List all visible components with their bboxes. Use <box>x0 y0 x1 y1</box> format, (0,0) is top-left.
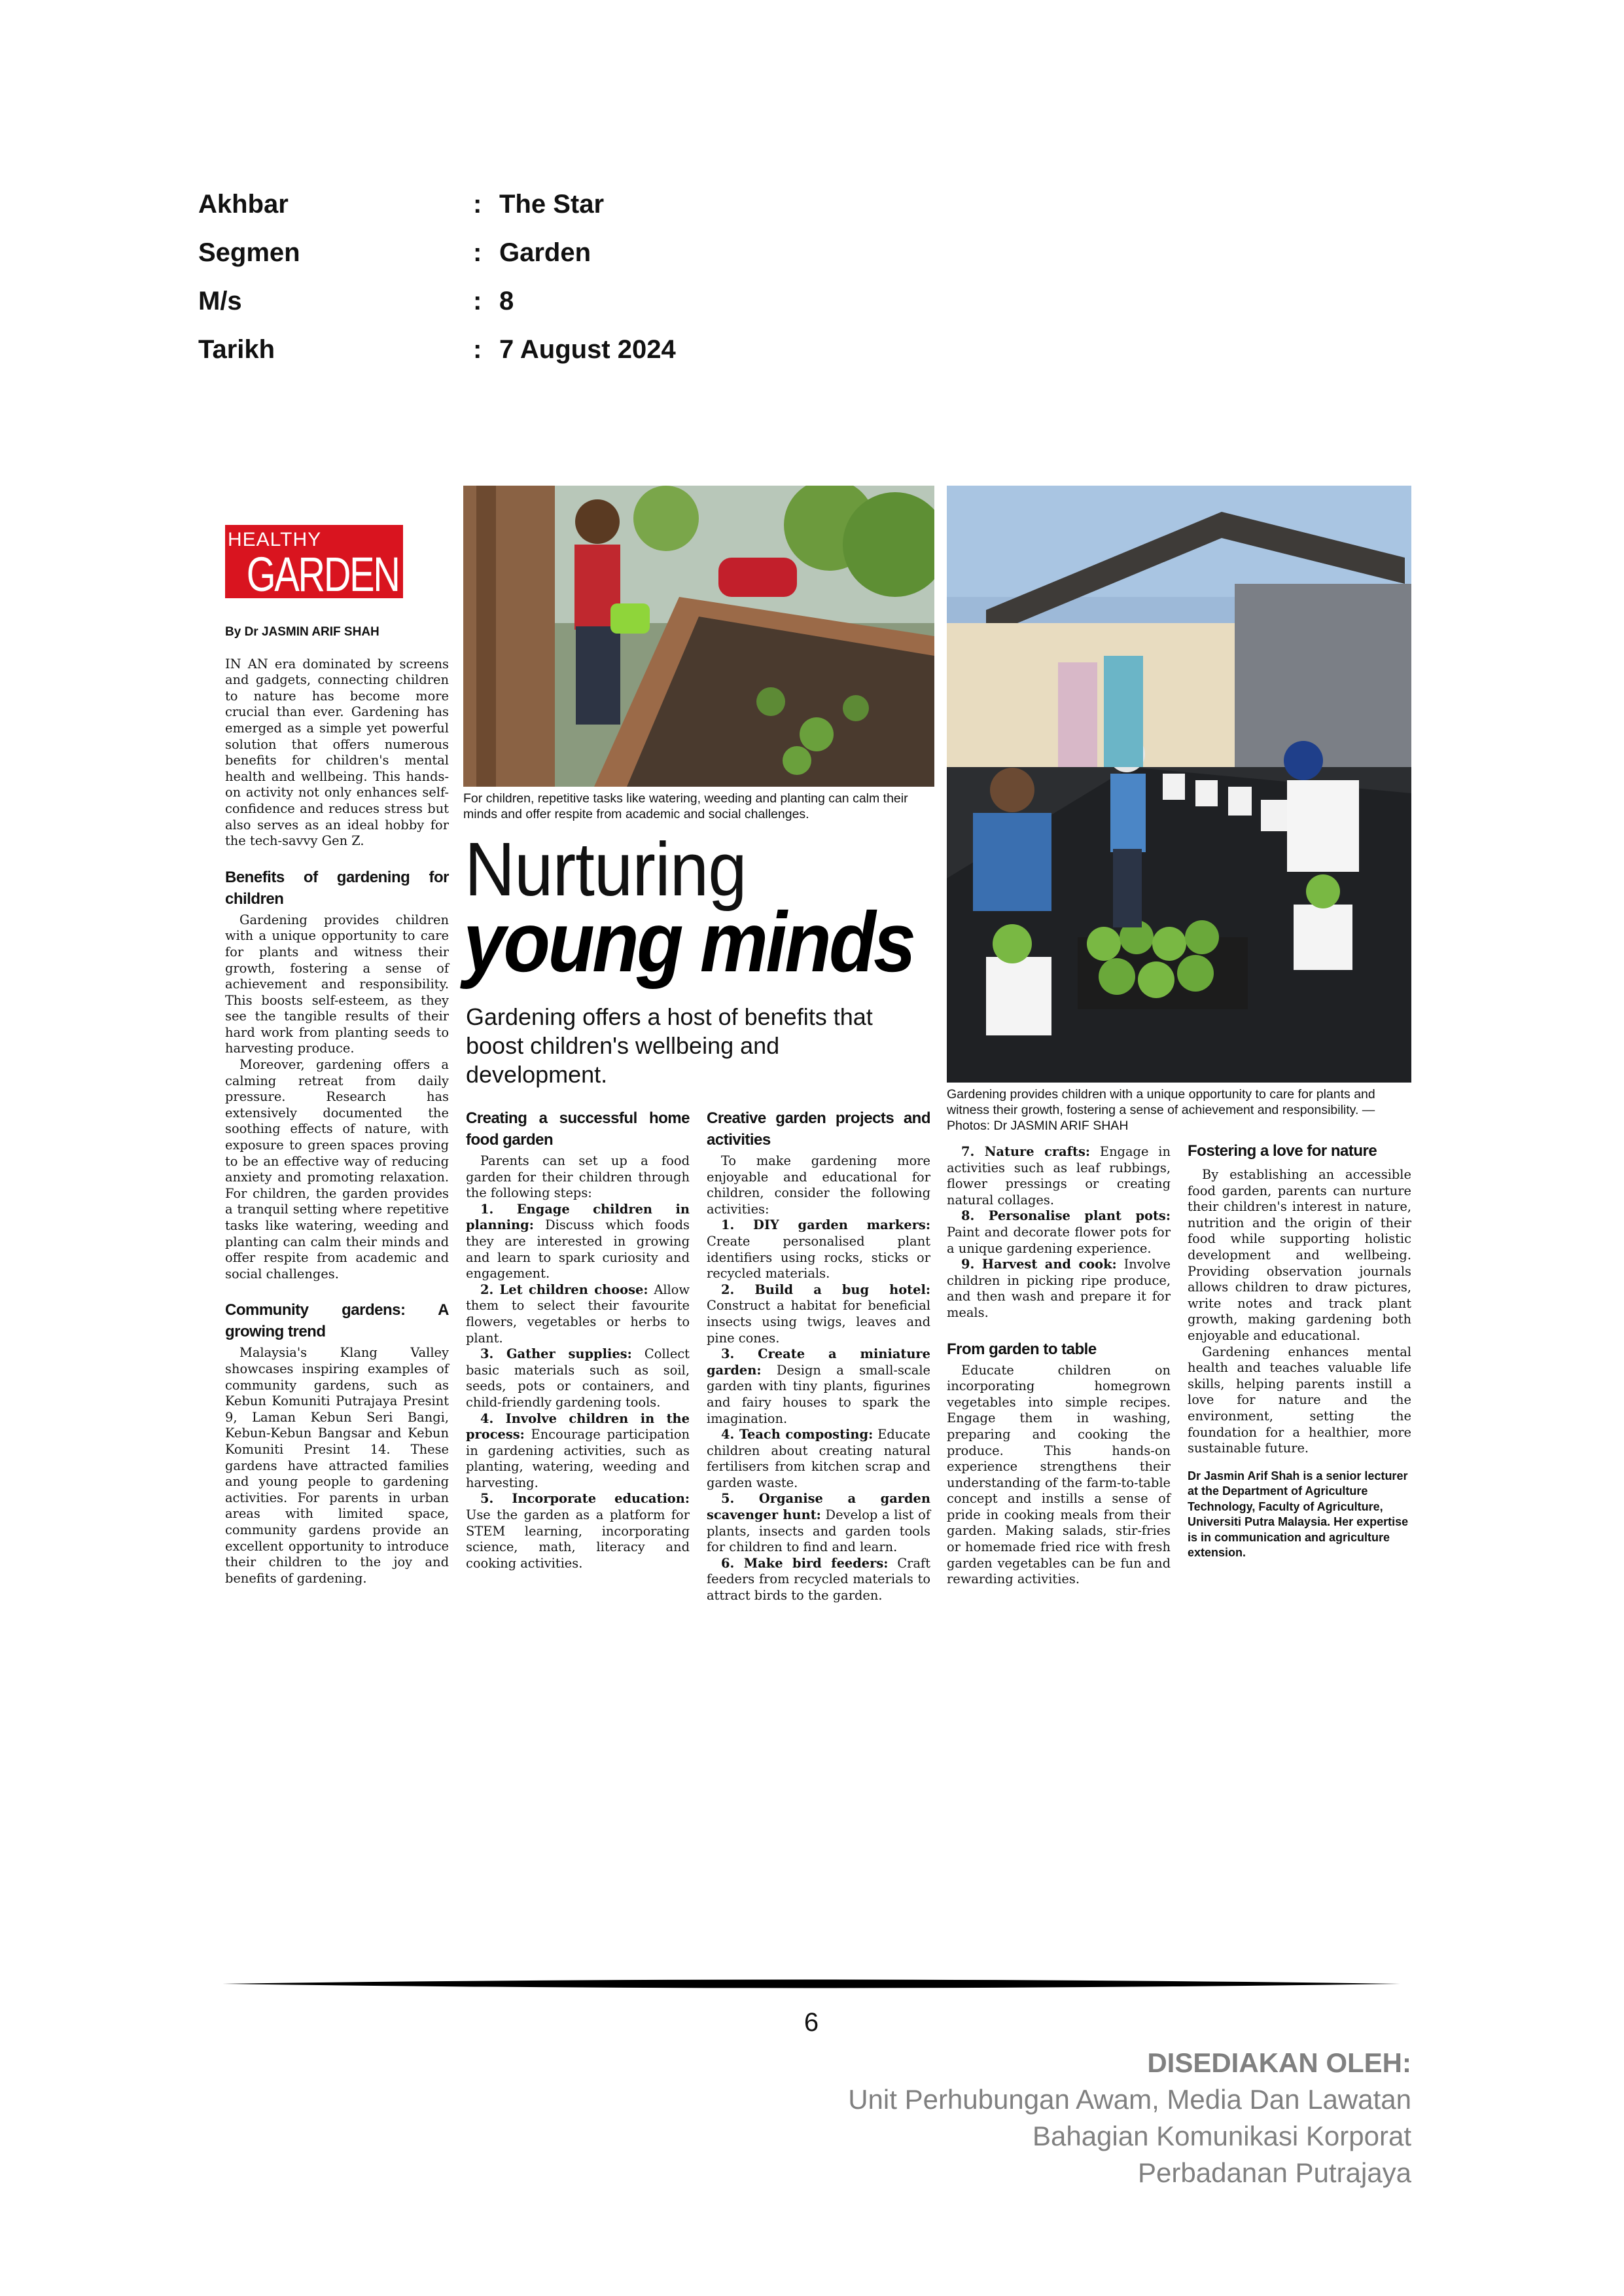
creative-item: 5. Organise a garden scavenger hunt: Develop a list of plants, insects and garden tools for children to find and learn. <box>707 1491 931 1555</box>
garden-to-table-heading: From garden to table <box>947 1340 1097 1358</box>
author-bio: Dr Jasmin Arif Shah is a senior lecturer at the Department of Agriculture Technology, Faculty of Agriculture, Universiti Putra Malaysia. Her expertise is in communication and agriculture extension. <box>1188 1469 1409 1560</box>
creative-item: 9. Harvest and cook: Involve children in picking ripe produce, and then wash and prepare it for meals. <box>947 1257 1171 1320</box>
meta-row-ms: M/s : 8 <box>198 287 676 335</box>
page-number: 6 <box>803 2008 819 2037</box>
love-nature-heading: Fostering a love for nature <box>1188 1142 1377 1160</box>
meta-value: 8 <box>499 287 514 315</box>
headline-line-2: young minds <box>463 894 914 990</box>
meta-value: The Star <box>499 190 605 219</box>
photo2-caption: Gardening provides children with a unique opportunity to care for plants and witness their growth, fostering a sense of achievement and responsibility. — Photos: Dr JASMIN ARIF SHAH <box>947 1087 1375 1133</box>
creative-item: 3. Create a miniature garden: Design a small-scale garden with tiny plants, figurines and fairy houses to spark the imagination. <box>707 1346 930 1426</box>
meta-label: Segmen <box>198 238 300 267</box>
meta-row-segmen: Segmen : Garden <box>198 238 676 287</box>
benefits-paragraph-2: Moreover, gardening offers a calming retreat from daily pressure. Research has extensively documented the soothing effects of nature, with exposure to green spaces proving to be an effective way of reducing anxiety and promoting relaxation. For children, the garden provides a tranquil setting where repetitive tasks like watering, weeding and planting can calm their minds and offer respite from academic and social challenges. <box>225 1057 449 1282</box>
meta-label: Tarikh <box>198 335 275 364</box>
footer-divider <box>222 1977 1400 1991</box>
column-3 <box>707 1107 930 1604</box>
garden-to-table-paragraph: Educate children on incorporating homegrown vegetables into simple recipes. Engage them in washing, preparing and cooking the produce. This hands-on experience strengthens their understanding of the farm-to-table concept and instills a sense of pride in cooking meals from their garden. Making salads, stir-fries or homemade fried rice with fresh garden vegetables can be fun and rewarding activities. <box>947 1362 1171 1587</box>
love-nature-paragraph-2: Gardening enhances mental health and teaches valuable life skills, helping parents instill a love for nature and the environment, setting the foundation for a healthier, more sustainable future. <box>1188 1344 1411 1456</box>
community-heading: Community gardens: A growing trend <box>225 1301 449 1341</box>
food-step: 3. Gather supplies: Collect basic materials such as soil, seeds, pots or containers, and child-friendly gardening tools. <box>466 1346 690 1410</box>
section-badge <box>225 525 403 601</box>
prepared-line: Bahagian Komunikasi Korporat <box>1032 2121 1411 2151</box>
prepared-line: Perbadanan Putrajaya <box>1138 2157 1411 2188</box>
creative-item: 1. DIY garden markers: Create personalised plant identifiers using rocks, sticks or recycled materials. <box>707 1217 930 1282</box>
intro-paragraph: IN AN era dominated by screens and gadgets, connecting children to nature has become more crucial than ever. Gardening has emerged as a simple yet powerful solution that offers numerous benefits for children's mental health and wellbeing. This hands-on activity not only enhances self-confidence and reduces stress but also serves as an ideal hobby for the tech-savvy Gen Z. <box>225 656 449 849</box>
meta-row-akhbar: Akhbar : The Star <box>198 190 676 238</box>
byline: By Dr JASMIN ARIF SHAH <box>225 625 380 639</box>
prepared-by <box>848 2045 1411 2191</box>
food-garden-heading: Creating a successful home food garden <box>466 1109 690 1149</box>
love-nature-paragraph-1: By establishing an accessible food garden, parents can nurture their children's interest in nature, nutrition and the origin of their food while supporting holistic development and wellbeing. Providing observation journals allows children to draw pictures, write notes and track plant growth, making gardening both enjoyable and educational. <box>1188 1167 1411 1343</box>
photo-child-watering <box>463 486 934 787</box>
meta-label: M/s <box>198 287 242 315</box>
creative-item: 2. Build a bug hotel: Construct a habitat for beneficial insects using twigs, leaves and pine cones. <box>707 1282 930 1346</box>
column-1 <box>225 624 449 1587</box>
meta-value: Garden <box>499 238 591 267</box>
food-step: 4. Involve children in the process: Encourage participation in gardening activities, such as planting, watering, weeding and harvesting. <box>466 1410 690 1490</box>
food-step: 1. Engage children in planning: Discuss which foods they are interested in growing and learn to spark curiosity and engagement. <box>466 1201 690 1282</box>
newspaper-clipping <box>222 486 1410 1611</box>
column-5 <box>1188 1140 1411 1561</box>
creative-item: 7. Nature crafts: Engage in activities such as leaf rubbings, flower pressings or creating natural collages. <box>947 1144 1171 1208</box>
food-step: 5. Incorporate education: Use the garden as a platform for STEM learning, incorporating science, math, literacy and cooking activities. <box>466 1491 690 1571</box>
benefits-heading: Benefits of gardening for children <box>225 868 449 908</box>
meta-label: Akhbar <box>198 190 289 219</box>
column-2 <box>466 1107 690 1571</box>
community-paragraph: Malaysia's Klang Valley showcases inspiring examples of community gardens, such as Kebun Komuniti Putrajaya Presint 9, Laman Kebun Seri Bangi, Kebun-Kebun Bangsar and Kebun Komuniti Presint 14. These gardens have attracted families and young people to gardening activities. For parents in urban areas with limited space, community gardens provide an excellent opportunity to introduce their children to the joy and benefits of gardening. <box>225 1345 449 1586</box>
meta-value: 7 August 2024 <box>499 335 676 364</box>
food-step: 2. Let children choose: Allow them to select their favourite flowers, vegetables or herbs to plant. <box>466 1282 690 1346</box>
creative-item: 4. Teach composting: Educate children about creating natural fertilisers from kitchen scrap and garden waste. <box>707 1427 930 1490</box>
creative-item: 6. Make bird feeders: Craft feeders from recycled materials to attract birds to the garden. <box>707 1555 930 1604</box>
clipping-metadata <box>198 190 676 384</box>
column-4 <box>947 1144 1171 1588</box>
meta-row-tarikh: Tarikh : 7 August 2024 <box>198 335 676 384</box>
badge-top: HEALTHY <box>228 529 322 550</box>
prepared-line: Unit Perhubungan Awam, Media Dan Lawatan <box>848 2084 1411 2115</box>
creative-item: 8. Personalise plant pots: Paint and decorate flower pots for a unique gardening experience. <box>947 1208 1171 1256</box>
photo-child-watering-image <box>463 486 934 787</box>
creative-heading: Creative garden projects and activities <box>707 1109 930 1149</box>
standfirst: Gardening offers a host of benefits that boost children's wellbeing and development. <box>466 1003 873 1088</box>
benefits-paragraph-1: Gardening provides children with a unique opportunity to care for plants and witness their growth, fostering a sense of achievement and responsibility. This boosts self-esteem, as they see the tangible results of their hard work from planting seeds to harvesting produce. <box>225 912 449 1056</box>
creative-intro: To make gardening more enjoyable and educational for children, consider the following activities: <box>707 1153 930 1217</box>
photo-garden-workshop <box>947 486 1411 1083</box>
prepared-heading: DISEDIAKAN OLEH: <box>1147 2047 1411 2078</box>
photo1-caption: For children, repetitive tasks like watering, weeding and planting can calm their minds and offer respite from academic and social challenges. <box>463 791 908 821</box>
food-garden-intro: Parents can set up a food garden for their children through the following steps: <box>466 1153 690 1201</box>
badge-bottom: GARDEN <box>247 547 399 601</box>
photo-garden-workshop-image <box>947 486 1411 1083</box>
headline-line-1: Nurturing <box>465 827 747 912</box>
